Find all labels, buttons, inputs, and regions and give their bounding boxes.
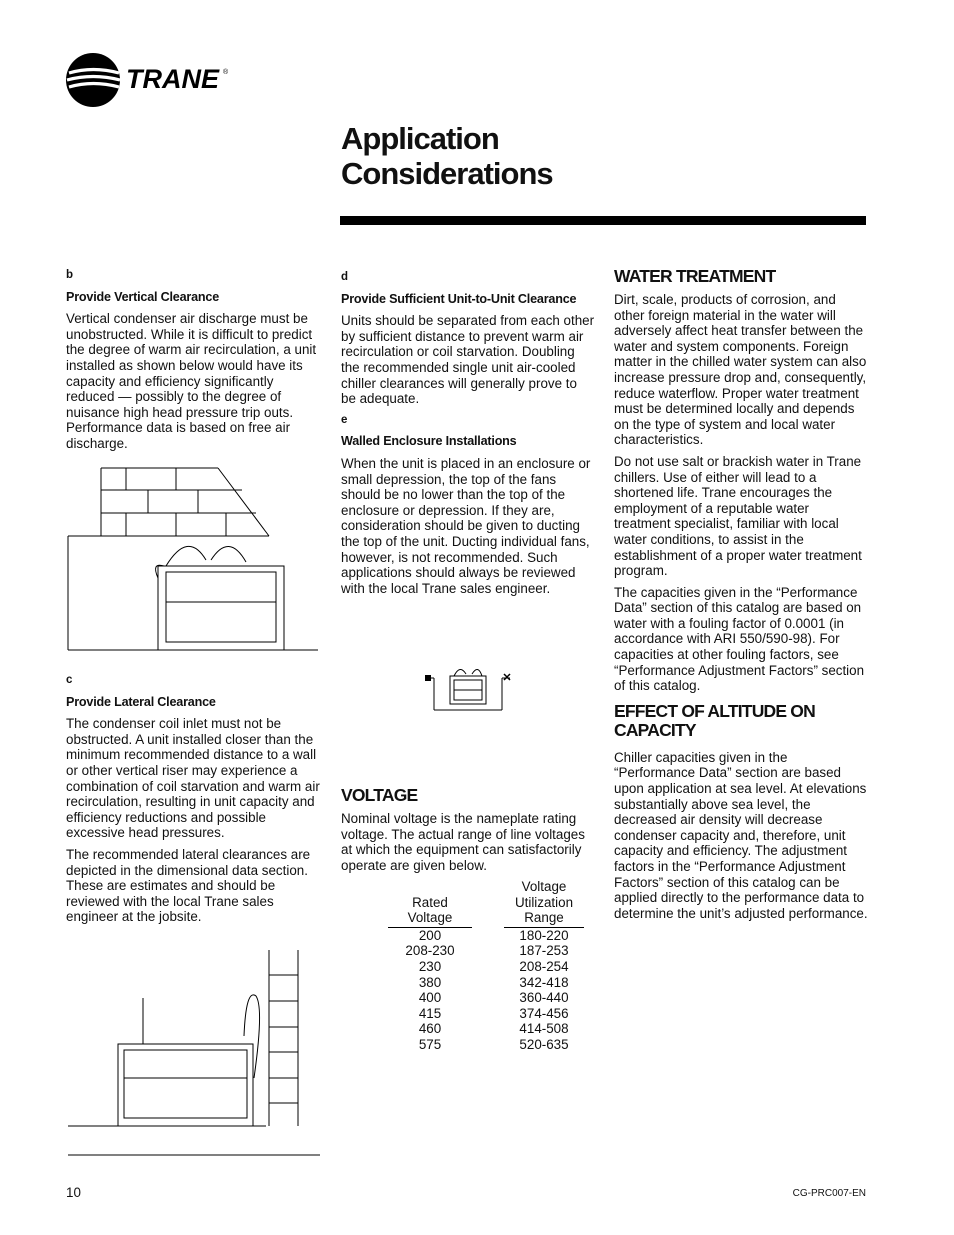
- table-row: [388, 943, 586, 959]
- column-1-bottom: [66, 673, 320, 931]
- section-letter-d: d: [341, 271, 349, 283]
- table-row: [388, 975, 586, 991]
- registered-mark: ®: [223, 69, 229, 76]
- table-row: [388, 928, 586, 944]
- rated-cell: 208-230: [405, 943, 455, 959]
- text-water-treatment-1: Dirt, scale, products of corrosion, and other foreign material in the water will adversely affect heat transfer between the water and system components. Foreign matter in the chilled water system can also increase pressure drop and, consequently, reduce waterflow. Proper water treatment must be determined locally and depends on the type of system and local water characteristics.: [614, 292, 867, 448]
- header-util-line3: Range: [524, 910, 564, 926]
- range-cell: 180-220: [519, 927, 569, 943]
- heading-vertical-clearance: Provide Vertical Clearance: [66, 289, 220, 304]
- heading-lateral-clearance: Provide Lateral Clearance: [66, 694, 216, 709]
- table-row: [388, 990, 586, 1006]
- header-rated-line2: Voltage: [407, 910, 453, 926]
- column-2-voltage: [341, 786, 595, 879]
- text-walled-enclosure: When the unit is placed in an enclosure or small depression, the top of the fans should be no lower than the top of the enclosure or depression. If they are, consideration should be given to ducting the top of the unit. Ducting individual fans, however, is not recommended. Such applications should always be reviewed with the local Trane sales engineer.: [341, 455, 591, 596]
- heading-voltage: VOLTAGE: [341, 785, 418, 805]
- header-rated-line1: Rated: [412, 894, 448, 910]
- text-lateral-clearance-2: The recommended lateral clearances are depicted in the dimensional data section. These are estimates and should be reviewed with the local Trane sales engineer at the jobsite.: [66, 846, 311, 925]
- header-utilization-range: [504, 879, 584, 928]
- page-number: 10: [66, 1185, 81, 1200]
- text-voltage: Nominal voltage is the nameplate rating voltage. The actual range of line voltages at which the equipment can satisfactorily operate are given below.: [341, 811, 585, 873]
- walled-enclosure-diagram: [424, 662, 514, 714]
- rated-cell: 415: [418, 1005, 442, 1021]
- brand-name: TRANE: [126, 64, 219, 94]
- table-row: [388, 1037, 586, 1053]
- range-cell: 374-456: [519, 1005, 569, 1021]
- page-title: [341, 121, 861, 191]
- range-cell: 360-440: [519, 990, 569, 1006]
- vertical-clearance-diagram: [66, 460, 322, 656]
- range-cell: 342-418: [519, 974, 569, 990]
- title-rule: [340, 216, 866, 225]
- heading-water-treatment: WATER TREATMENT: [614, 266, 776, 286]
- trane-logo-mark: [66, 52, 236, 108]
- lateral-clearance-diagram: [66, 948, 324, 1170]
- text-vertical-clearance: Vertical condenser air discharge must be unobstructed. While it is difficult to predict the degree of warm air recirculation, a unit installed as shown below would have its capacity and efficiency significantly reduced — possibly to the degree of nuisance high head pressure trip outs. Performance data is based on free air discharge.: [66, 311, 317, 451]
- heading-unit-clearance: Provide Sufficient Unit-to-Unit Clearance: [341, 291, 577, 306]
- rated-cell: 200: [418, 927, 442, 943]
- voltage-table-header: [388, 879, 586, 928]
- range-cell: 187-253: [519, 943, 569, 959]
- figure-walled-enclosure: [424, 662, 514, 714]
- section-letter-c: c: [66, 674, 73, 686]
- rated-cell: 380: [418, 974, 442, 990]
- rated-cell: 400: [418, 990, 442, 1006]
- text-lateral-clearance-1: The condenser coil inlet must not be obstructed. A unit installed closer than the minimum recommended distance to a wall or other vertical riser may experience a combination of coil starvation and warm air recirculation, resulting in unit capacity and efficiency reductions and possible excessive head pressures.: [66, 716, 320, 841]
- header-util-line2: Utilization: [514, 894, 574, 910]
- voltage-table: [388, 879, 586, 1053]
- rated-cell: 230: [418, 958, 442, 974]
- title-line-1: Application: [341, 121, 499, 156]
- heading-walled-enclosure: Walled Enclosure Installations: [341, 434, 517, 449]
- text-water-treatment-3: The capacities given in the “Performance Data” section of this catalog are based on water with a fouling factor of 0.0001 (in accordance with ARI 550/590-98). For capacities at other fouling factors, see “Performance Adjustment Factors” section of this catalog.: [614, 584, 865, 694]
- column-3: [614, 267, 868, 927]
- title-line-2: Considerations: [341, 156, 553, 191]
- header-util-line1: Voltage: [521, 879, 567, 894]
- figure-lateral-clearance: [66, 948, 324, 1170]
- range-cell: 414-508: [519, 1021, 569, 1037]
- section-letter-e: e: [341, 413, 348, 426]
- table-row: [388, 959, 586, 975]
- table-row: [388, 1021, 586, 1037]
- rated-cell: 460: [418, 1021, 442, 1037]
- heading-altitude-line1: EFFECT OF ALTITUDE ON: [614, 700, 815, 721]
- rated-cell: 575: [418, 1036, 442, 1052]
- heading-altitude: [614, 702, 868, 740]
- figure-vertical-clearance: [66, 460, 322, 656]
- table-row: [388, 1006, 586, 1022]
- section-letter-b: b: [66, 269, 74, 281]
- column-1-top: [66, 268, 320, 458]
- range-cell: 520-635: [519, 1036, 569, 1052]
- text-altitude: Chiller capacities given in the “Performance Data” section are based upon application at sea level. At elevations substantially above sea level, the decreased air density will decrease condenser capacity and, therefore, unit capacity and efficiency. The adjustment factors in the “Performance Adjustment Factors” section of this catalog can be applied directly to the performance data to determine the unit’s adjusted performance.: [614, 749, 868, 921]
- range-cell: 208-254: [519, 958, 569, 974]
- trane-logo: [66, 52, 236, 108]
- text-water-treatment-2: Do not use salt or brackish water in Trane chillers. Use of either will lead to a shortened life. Trane encourages the employment of a reputable water treatment specialist, familiar with local water conditions, to assist in the establishment of a proper water treatment program.: [614, 453, 862, 579]
- text-unit-clearance: Units should be separated from each other by sufficient distance to prevent warm air recirculation or coil starvation. Doubling the recommended single unit air-cooled chiller clearances will generally prove to be adequate.: [341, 313, 595, 407]
- heading-altitude-line2: CAPACITY: [614, 719, 696, 740]
- column-2-top: [341, 270, 595, 602]
- document-code: CG-PRC007-EN: [792, 1188, 866, 1199]
- header-rated-voltage: [388, 879, 472, 928]
